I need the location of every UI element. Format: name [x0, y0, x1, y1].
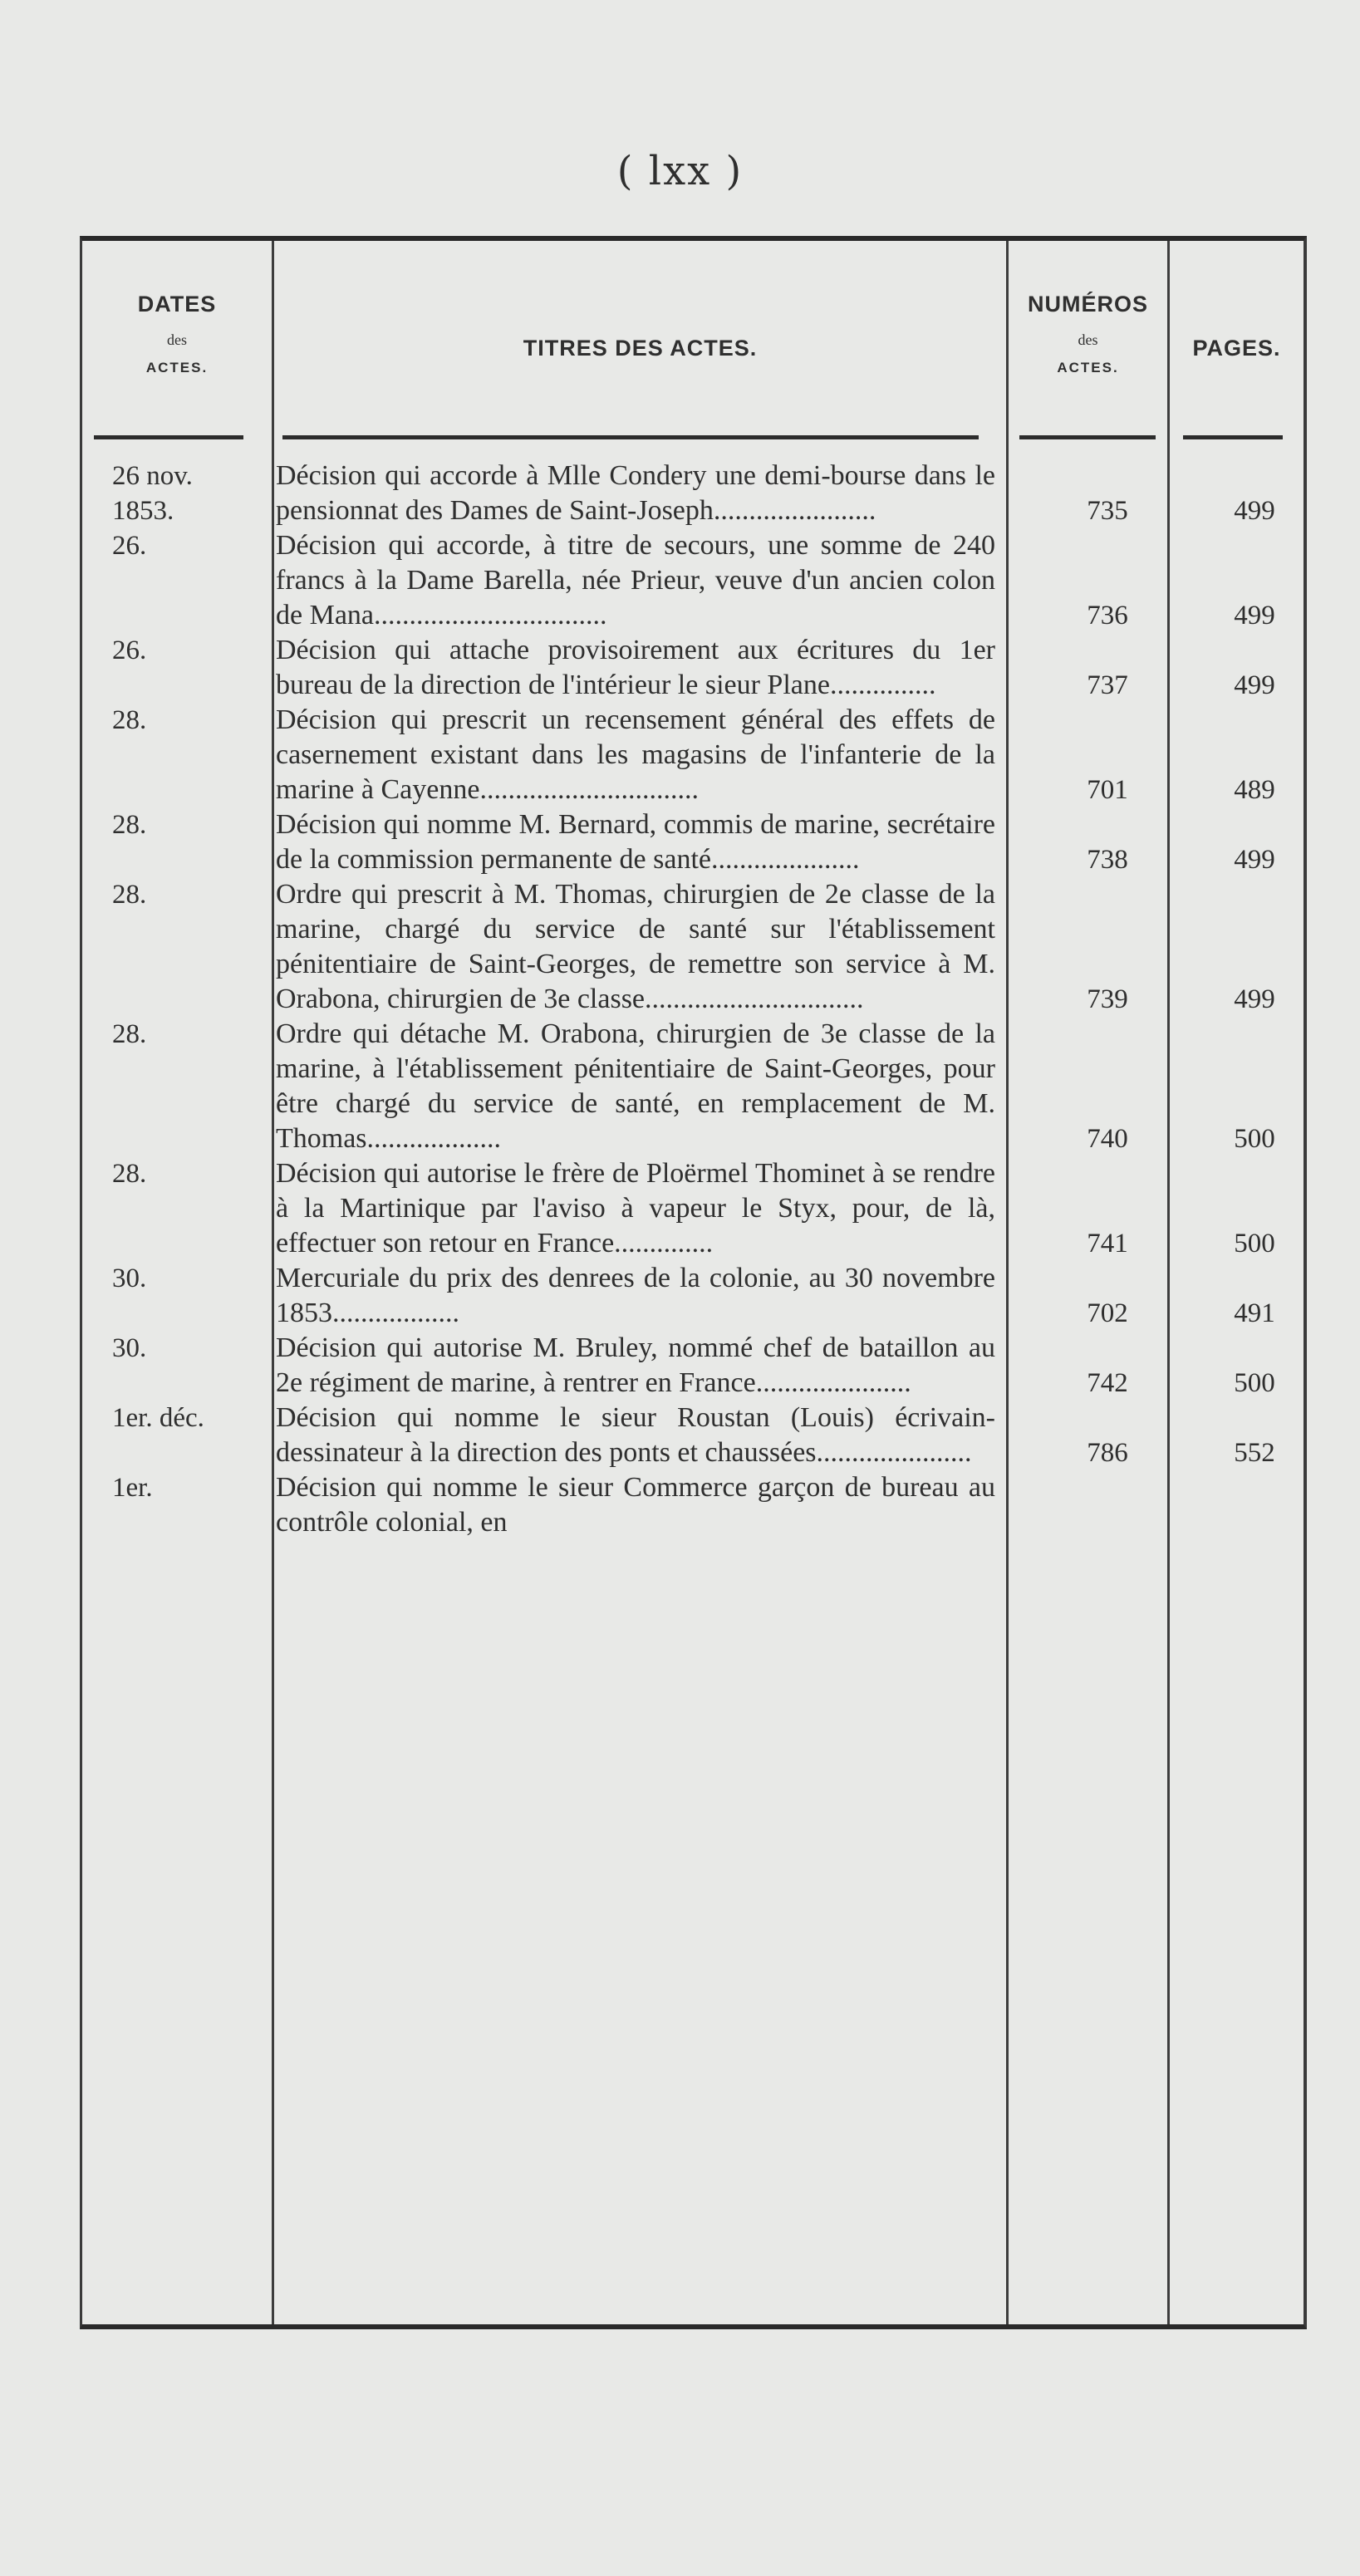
- header-pages: [1170, 241, 1304, 440]
- header-numeros-line2: des: [1078, 331, 1098, 349]
- row-number: 786: [1087, 1438, 1128, 1468]
- row-number: 738: [1087, 845, 1128, 875]
- row-page: 500: [1234, 1229, 1275, 1259]
- header-rule: [1183, 435, 1283, 439]
- table-row: [82, 807, 1304, 877]
- row-page: 500: [1234, 1124, 1275, 1154]
- header-dates-line2: des: [167, 331, 187, 349]
- row-title: Décision qui nomme le sieur Commerce garçon de bureau au contrôle colonial, en: [276, 1472, 995, 1538]
- row-title: Décision qui autorise le frère de Ploërmel Thominet à se rendre à la Martinique par l'aviso à vapeur le Styx, pour, de là, effectuer son retour en France..............: [276, 1158, 995, 1259]
- row-date: 26.: [112, 531, 147, 561]
- row-title: Ordre qui détache M. Orabona, chirurgien de 3e classe de la marine, à l'établissement pénitentiaire de Saint-Georges, pour être chargé du service de santé, en remplacement de M. Thomas...................: [276, 1018, 995, 1154]
- row-page: 500: [1234, 1368, 1275, 1398]
- row-title: Mercuriale du prix des denrees de la colonie, au 30 novembre 1853..................: [276, 1263, 995, 1328]
- row-number: 701: [1087, 775, 1128, 805]
- row-date: 28.: [112, 810, 147, 840]
- page-number-header: ( lxx ): [616, 148, 744, 194]
- table-body: [82, 459, 1304, 1540]
- row-page: 499: [1234, 984, 1275, 1014]
- row-date: 30.: [112, 1333, 147, 1363]
- row-date: 28.: [112, 1159, 147, 1189]
- table-row: [82, 1470, 1304, 1540]
- table-row: [82, 877, 1304, 1017]
- row-number: 736: [1087, 601, 1128, 631]
- row-number: 702: [1087, 1298, 1128, 1328]
- row-date: 1er.: [112, 1473, 153, 1503]
- row-title: Décision qui nomme le sieur Roustan (Louis) écrivain-dessinateur à la direction des ponts et chaussées......................: [276, 1402, 995, 1468]
- table-row: [82, 633, 1304, 703]
- row-title: Décision qui accorde à Mlle Condery une demi-bourse dans le pensionnat des Dames de Saint-Joseph.......................: [276, 460, 995, 526]
- row-number: 740: [1087, 1124, 1128, 1154]
- table-row: [82, 1017, 1304, 1156]
- header-numeros-line3: ACTES.: [1057, 359, 1119, 375]
- row-title: Décision qui autorise M. Bruley, nommé chef de bataillon au 2e régiment de marine, à rentrer en France......................: [276, 1332, 995, 1398]
- row-number: 742: [1087, 1368, 1128, 1398]
- header-pages-label: PAGES.: [1192, 336, 1281, 361]
- row-number: 741: [1087, 1229, 1128, 1259]
- header-titres-label: TITRES DES ACTES.: [523, 336, 758, 361]
- row-page: 499: [1234, 496, 1275, 526]
- table-row: [82, 1401, 1304, 1470]
- row-title: Décision qui accorde, à titre de secours, une somme de 240 francs à la Dame Barella, née Prieur, veuve d'un ancien colon de Mana.................................: [276, 530, 995, 631]
- row-number: 739: [1087, 984, 1128, 1014]
- header-rule: [1019, 435, 1156, 439]
- table-row: [82, 703, 1304, 807]
- row-number: 737: [1087, 670, 1128, 700]
- row-date: 28.: [112, 1019, 147, 1049]
- row-title: Ordre qui prescrit à M. Thomas, chirurgien de 2e classe de la marine, chargé du service de santé sur l'établissement pénitentiaire de Saint-Georges, de remettre son service à M. Orabona, chirurgien de 3e classe...............................: [276, 879, 995, 1014]
- header-titres: [274, 241, 1006, 440]
- row-page: 499: [1234, 601, 1275, 631]
- row-date: 1er. déc.: [112, 1403, 204, 1433]
- row-date: 28.: [112, 880, 147, 910]
- table-row: [82, 528, 1304, 633]
- row-page: 489: [1234, 775, 1275, 805]
- header-dates-line3: ACTES.: [145, 359, 209, 375]
- table-row: [82, 1331, 1304, 1401]
- row-number: 735: [1087, 496, 1128, 526]
- header-numeros-line1: NUMÉROS: [1027, 292, 1148, 317]
- table-row: [82, 1261, 1304, 1331]
- acts-table: [80, 236, 1307, 2329]
- row-page: 499: [1234, 670, 1275, 700]
- table-row: [82, 459, 1304, 528]
- row-title: Décision qui attache provisoirement aux écritures du 1er bureau de la direction de l'intérieur le sieur Plane...............: [276, 635, 995, 700]
- header-numeros: [1009, 241, 1167, 424]
- row-page: 499: [1234, 845, 1275, 875]
- table-row: [82, 1156, 1304, 1261]
- row-page: 491: [1234, 1298, 1275, 1328]
- header-rule: [282, 435, 979, 439]
- row-date: 26 nov. 1853.: [112, 461, 193, 526]
- row-date: 26.: [112, 635, 147, 665]
- row-date: 28.: [112, 705, 147, 735]
- header-rule: [94, 435, 243, 439]
- row-title: Décision qui nomme M. Bernard, commis de marine, secrétaire de la commission permanente de santé.....................: [276, 809, 995, 875]
- row-page: 552: [1234, 1438, 1275, 1468]
- header-dates-line1: DATES: [137, 292, 217, 317]
- row-title: Décision qui prescrit un recensement général des effets de casernement existant dans les magasins de l'infanterie de la marine à Cayenne...............................: [276, 704, 995, 805]
- row-date: 30.: [112, 1263, 147, 1293]
- header-dates: [82, 241, 272, 424]
